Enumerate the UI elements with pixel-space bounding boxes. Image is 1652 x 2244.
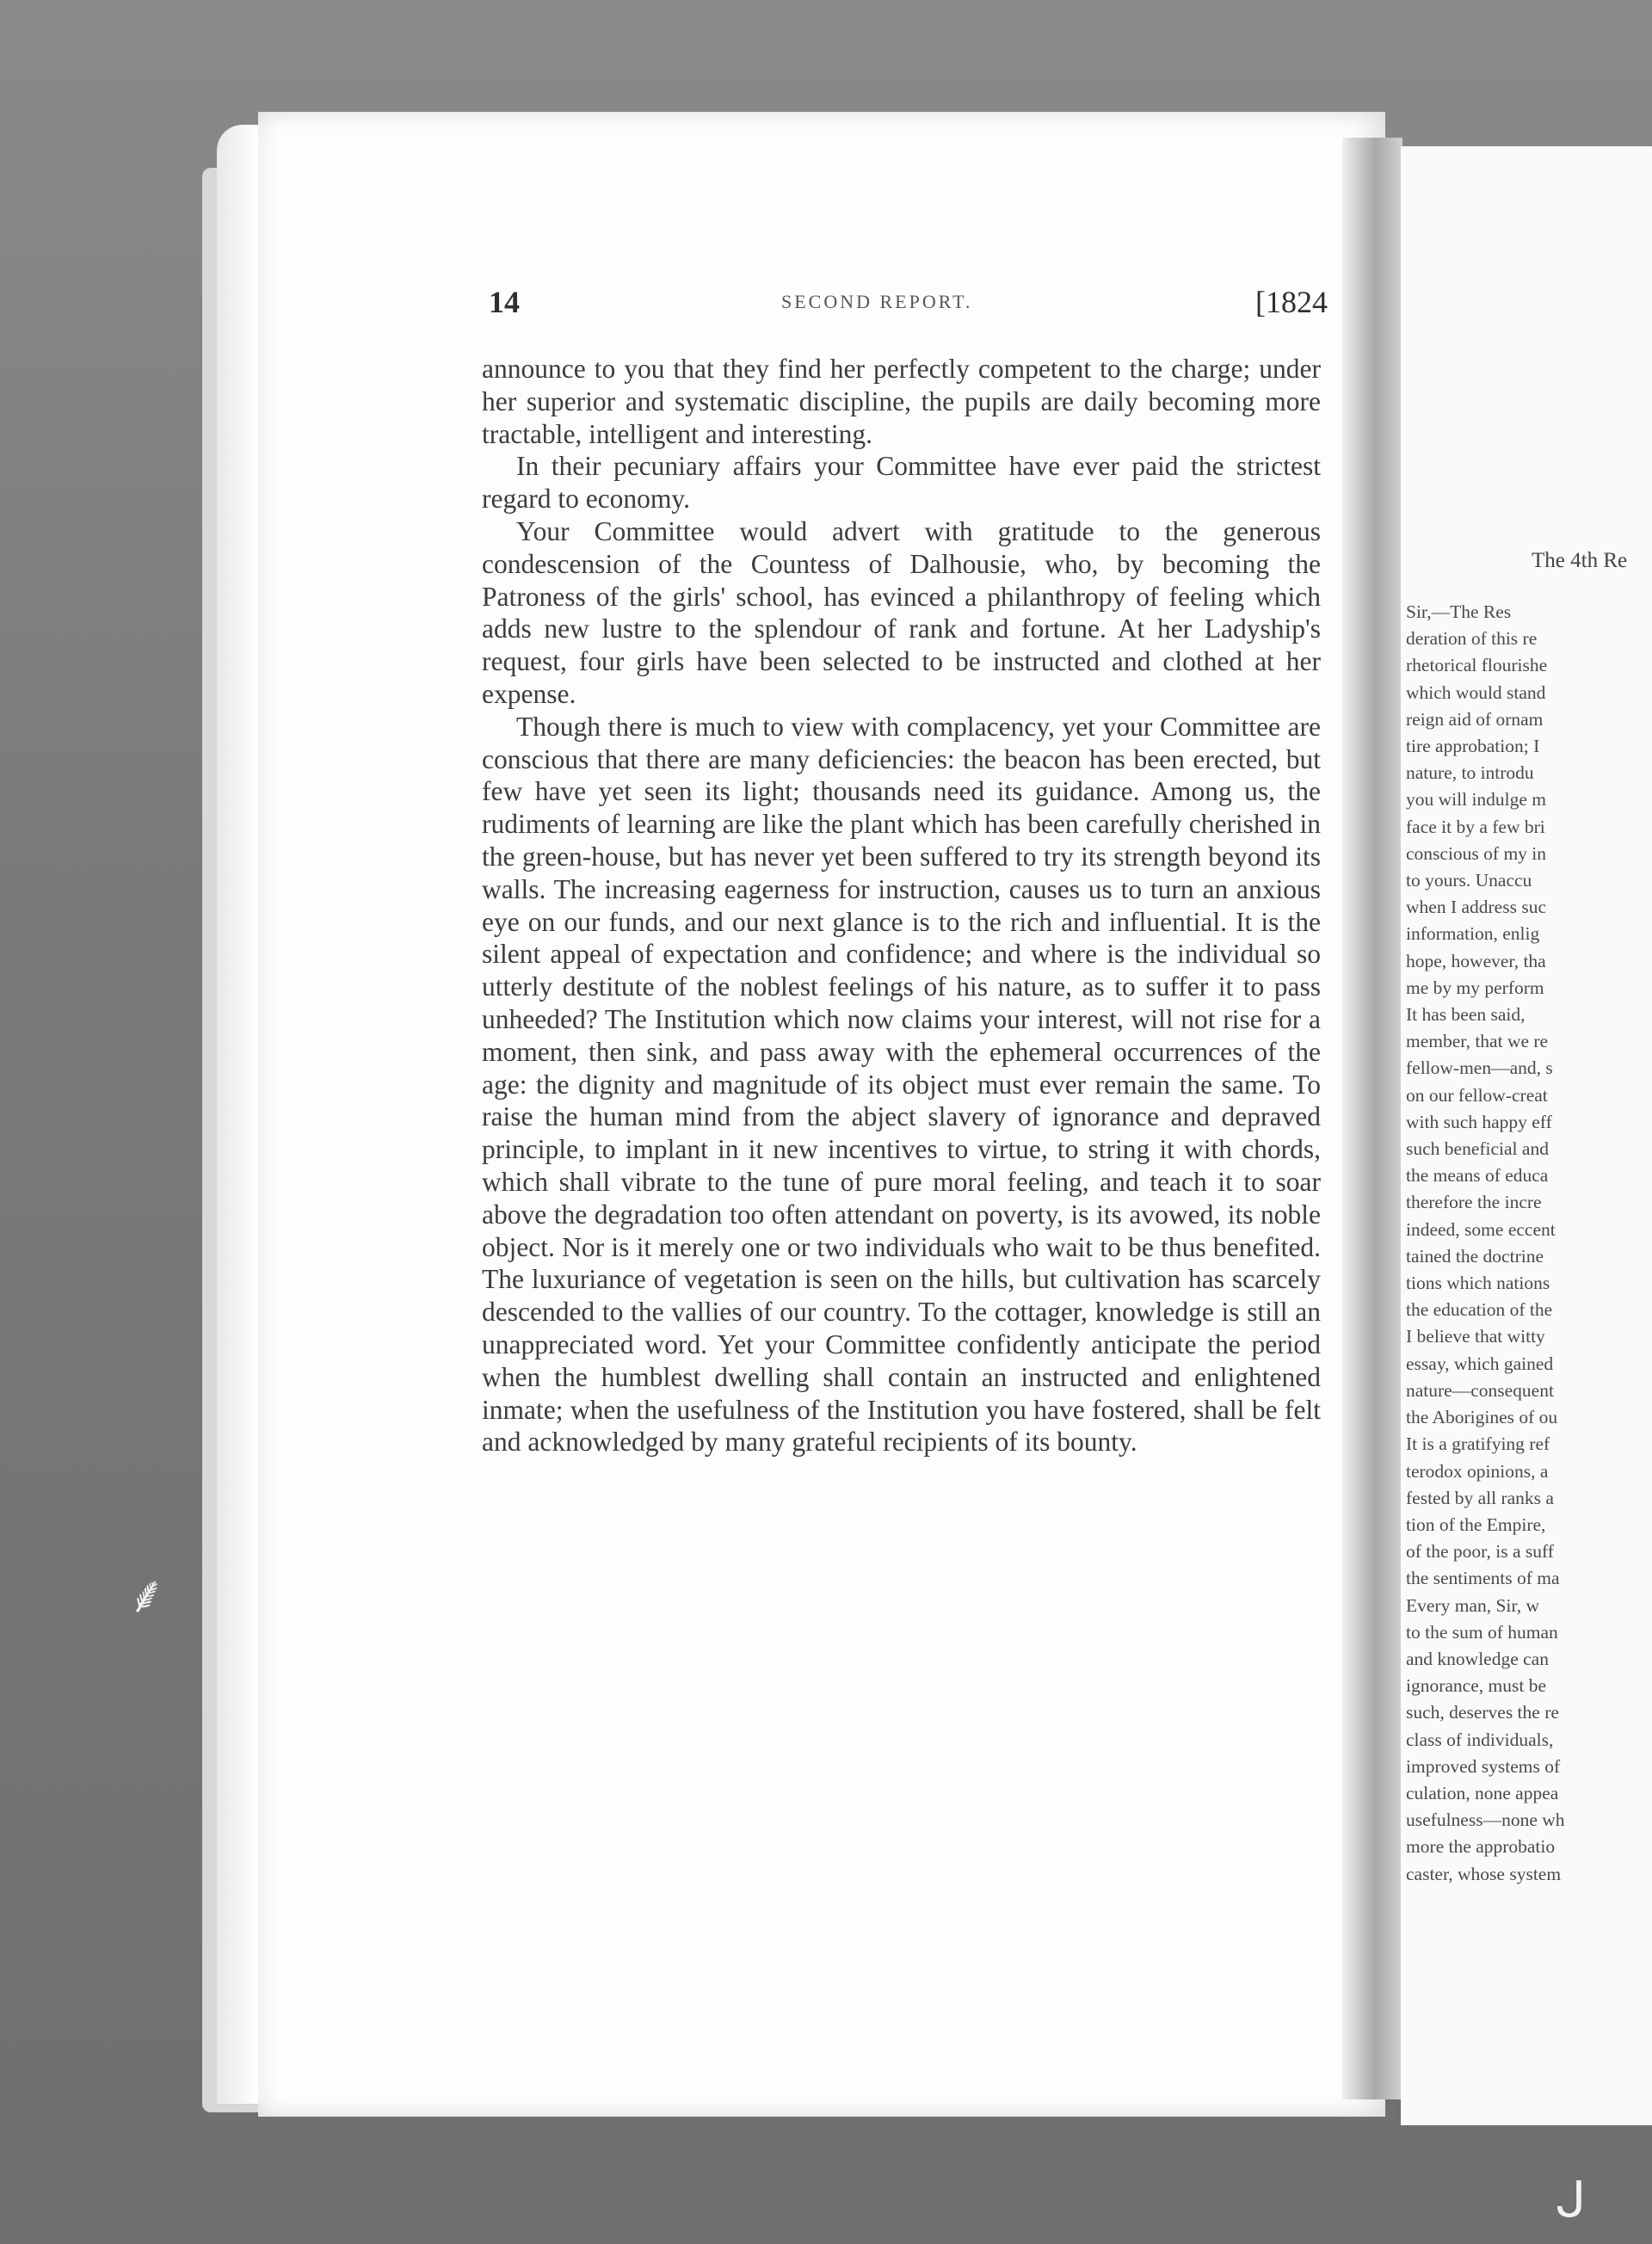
right-page-line: It has been said, (1406, 1004, 1526, 1026)
right-page-line: indeed, some eccent (1406, 1218, 1556, 1240)
right-page-line: therefore the incre (1406, 1192, 1542, 1213)
right-page-line: fested by all ranks a (1406, 1487, 1554, 1508)
right-page-line: with such happy eff (1406, 1111, 1552, 1132)
paragraph: Your Committee would advert with gratitude to the generous condescension of the Countess of Dalhousie, who, by becoming the Patroness of the girls' school, has evinced a philanthropy of feeling which adds new lustre to the splendour of rank and fortune. At her Ladyship's request, four girls have been selected to be instructed and clothed at her expense. (482, 515, 1321, 709)
right-page-line: tions which nations (1406, 1273, 1550, 1294)
right-page-line: deration of this re (1406, 628, 1538, 650)
right-page-line: improved systems of (1406, 1755, 1561, 1777)
right-page-heading: The 4th Re (1532, 549, 1628, 572)
right-page-line: ignorance, must be (1406, 1675, 1546, 1697)
margin-ink-mark: ⸙ (127, 1567, 166, 1624)
right-page-line: terodox opinions, a (1406, 1460, 1549, 1482)
paragraph: Though there is much to view with complacency, yet your Committee are conscious that there are many deficiencies: the beacon has been erected, but few have yet seen its light; thousands need its guidance. Among us, the rudiments of learning are like the plant which has been carefully cherished in the green-house, but has never yet been suffered to try its strength beyond its walls. The increasing eagerness for instruction, causes us to turn an anxious eye on our funds, and our next glance is to the rich and influential. It is the silent appeal of expectation and confidence; and where is the individual so utterly destitute of the noblest feelings of his nature, as to suffer it to pass unheeded? The Institution which now claims your interest, will not rise for a moment, then sink, and pass away with the ephemeral occurrences of the age: the dignity and magnitude of its object must ever remain the same. To raise the human mind from the abject slavery of ignorance and depraved principle, to implant in it new incentives to virtue, to string it with chords, which shall vibrate to the tune of pure moral feeling, and teach it to soar above the degradation too often attendant on poverty, is its avowed, its noble object. Nor is it merely one or two individuals who wait to be thus benefited. The luxuriance of vegetation is seen on the hills, but cultivation has scarcely descended to the vallies of our country. To the cottager, knowledge is still an unappreciated word. Yet your Committee confidently anticipate the period when the humblest dwelling shall contain an instructed and enlightened inmate; when the usefulness of the Institution you have fostered, shall be felt and acknowledged by many grateful recipients of its bounty. (482, 711, 1321, 1458)
right-page-line: me by my perform (1406, 977, 1544, 998)
right-page-line: culation, none appea (1406, 1782, 1559, 1803)
right-page-line: such, deserves the re (1406, 1702, 1559, 1723)
right-page-line: to yours. Unaccu (1406, 870, 1532, 891)
right-page-line: you will indulge m (1406, 789, 1547, 811)
right-page-line: face it by a few bri (1406, 816, 1545, 837)
right-page-line: which would stand (1406, 681, 1546, 703)
right-page-line: and knowledge can (1406, 1648, 1549, 1669)
right-page-line: the Aborigines of ou (1406, 1407, 1558, 1428)
right-page-line: to the sum of human (1406, 1621, 1558, 1643)
right-page-line: tained the doctrine (1406, 1245, 1544, 1267)
right-page-line: the sentiments of ma (1406, 1568, 1560, 1589)
right-page-line: such beneficial and (1406, 1138, 1549, 1160)
right-page-line: I believe that witty (1406, 1326, 1545, 1347)
right-page-line: rhetorical flourishe (1406, 655, 1548, 676)
right-page-line: It is a gratifying ref (1406, 1433, 1550, 1455)
right-page-text (1406, 599, 1652, 1888)
paragraph: In their pecuniary affairs your Committee have ever paid the strictest regard to economy. (482, 451, 1321, 515)
right-page-line: on our fellow-creat (1406, 1084, 1548, 1106)
right-page-line: usefulness—none wh (1406, 1809, 1565, 1831)
right-page-line: class of individuals, (1406, 1729, 1554, 1750)
right-page-line: more the approbatio (1406, 1836, 1556, 1858)
right-page-line: tion of the Empire, (1406, 1513, 1546, 1535)
right-page-line: the means of educa (1406, 1165, 1549, 1187)
right-page-line: member, that we re (1406, 1031, 1549, 1052)
right-page-line: Sir,—The Res (1406, 601, 1512, 622)
right-page-line: hope, however, tha (1406, 950, 1546, 971)
right-page-line: when I address suc (1406, 897, 1546, 918)
right-page-line: nature—consequent (1406, 1379, 1554, 1401)
right-page-line: the education of the (1406, 1299, 1553, 1321)
right-page-line: tire approbation; I (1406, 736, 1540, 757)
right-page-line: nature, to introdu (1406, 762, 1534, 784)
right-page-line: of the poor, is a suff (1406, 1541, 1554, 1563)
report-body (482, 353, 1321, 1458)
right-page (1401, 146, 1652, 2125)
running-head (489, 284, 1328, 336)
paragraph: announce to you that they find her perfectly competent to the charge; under her superior and systematic discipline, the pupils are daily becoming more tractable, intelligent and interesting. (482, 354, 1321, 449)
right-page-line: fellow-men—and, s (1406, 1057, 1553, 1079)
running-year: [1824 (1255, 285, 1328, 319)
right-page-line: caster, whose system (1406, 1863, 1562, 1884)
book-gutter (1342, 138, 1402, 2099)
running-title: SECOND REPORT. (781, 291, 973, 312)
right-page-line: conscious of my in (1406, 842, 1547, 864)
right-page-line: information, enlig (1406, 923, 1540, 945)
right-page-line: reign aid of ornam (1406, 708, 1544, 730)
page-number: 14 (489, 285, 520, 319)
right-page-line: Every man, Sir, w (1406, 1594, 1539, 1616)
right-page-line: essay, which gained (1406, 1353, 1554, 1374)
corner-ink-mark: ᒍ (1556, 2174, 1587, 2228)
